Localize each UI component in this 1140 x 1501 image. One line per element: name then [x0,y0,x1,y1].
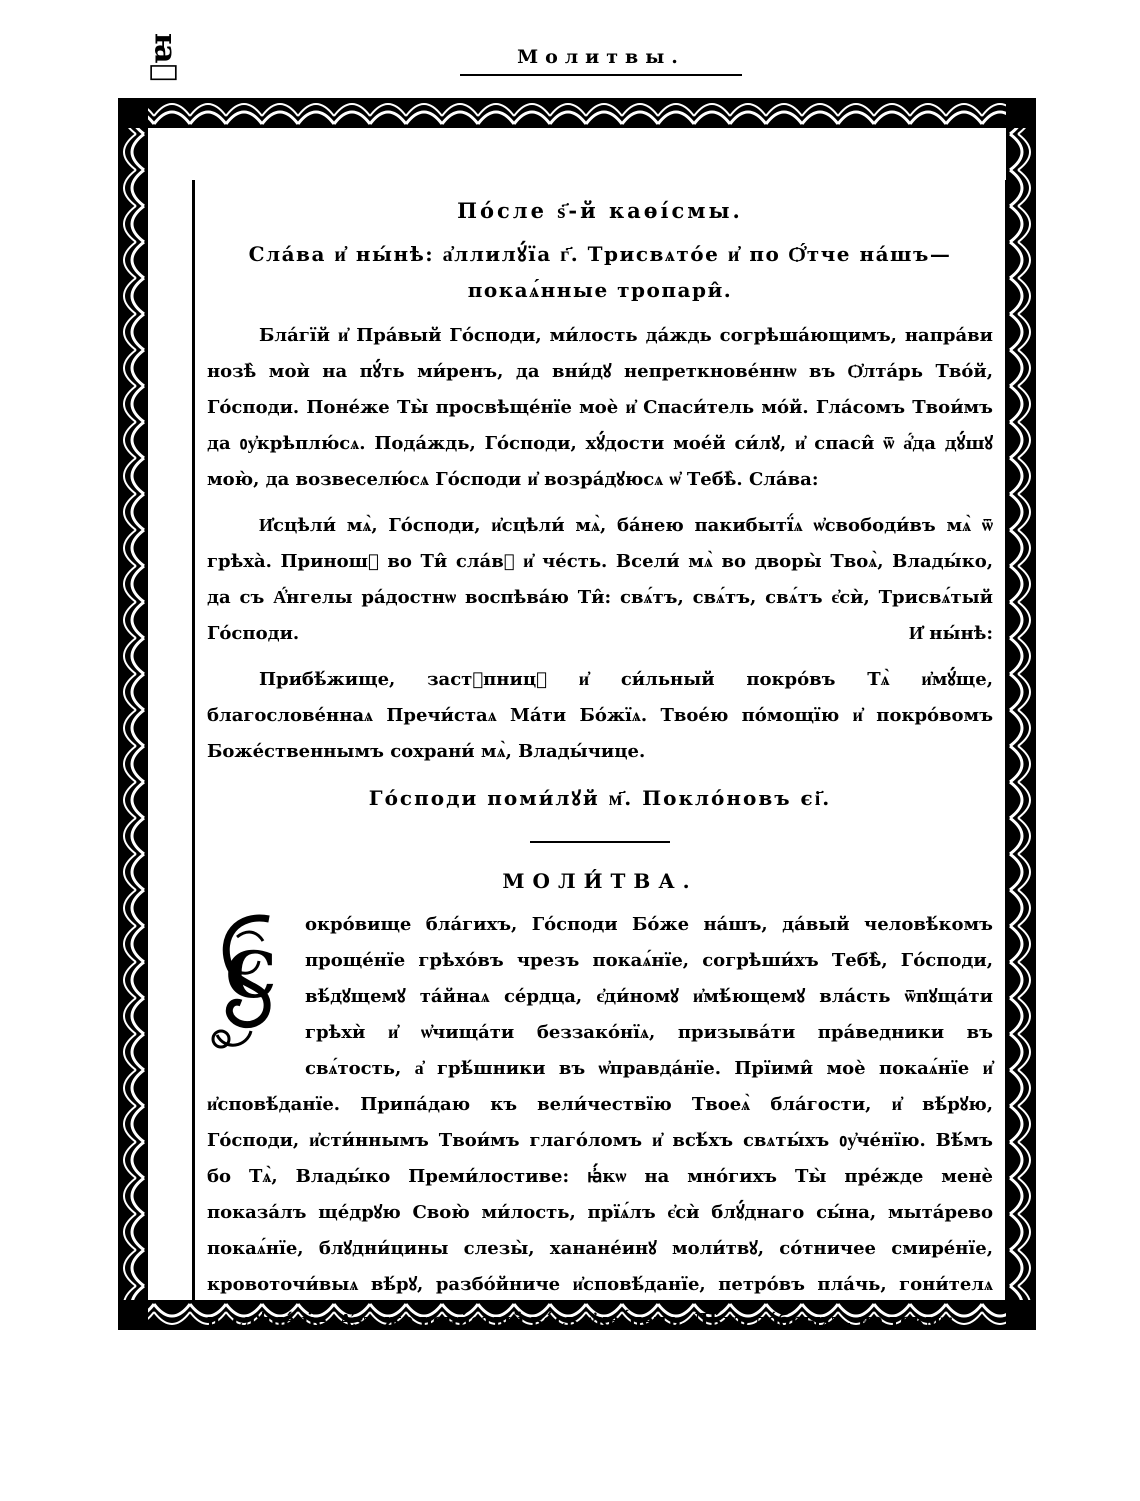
troparion-text: Бла́гїй и҆ Пра́вый Гóсподи, ми́лость да́ждь согрѣша́ющимъ, напра́ви нозѣ̀ моѝ на пꙋ́ть ми́ренъ, да вни́дꙋ непреткнове́ннѡ въ Ѻ҆лта́рь Твóй, Гóсподи. Поне́же Ты̀ просвѣще́нїе моѐ и҆ Спаси́тель мóй. Гла́сомъ Твои́мъ да ᲂу҆крѣплю́сѧ. Пода́ждь, Гóсподи, хꙋ́дости моéй си́лꙋ, и҆ спаси̂ ѿ а҆́да дꙋ́шꙋ мою̀, да возвеселю́сѧ Гóсподи и҆ возра́дꙋюсѧ ѡ҆ Тебѣ̀. [207,325,993,490]
rubric-ending: Гóсподи поми́лꙋй м҃. Поклóновъ єі҃. [368,786,832,810]
text-block [192,180,1008,1331]
prayer-body [207,907,993,1339]
verse-line: Сла́ва и҆ ны́нѣ: а҆ллилꙋ́їа г҃. Трисвѧтóе и҆ по Ѻ҆́тче на́шъ— [248,242,952,266]
dropcap-ornament [207,907,297,1057]
rubric: Сла́ва: [748,469,819,490]
section-heading: Пóсле ѕ҃-й каѳíсмы. [457,198,743,223]
border-ornament-top [118,98,1036,128]
border-ornament-left [118,98,148,1330]
troparion-text: И҆сцѣли́ мѧ̀, Гóсподи, и҆сцѣли́ мѧ̀, ба́нею пакибытї́ѧ ѡ҆свободи́въ мѧ̀ ѿ грѣха̀. Принош꙽ во Ти̂ сла́вꙋ и҆ че́сть. Всели́ мѧ̀ во дворы̀ Твоѧ̀, Влады́ко, да съ А҆́нгелы ра́достнѡ воспѣва́ю Ти̂: свѧ́тъ, свѧ́тъ, свѧ́тъ є҆сѝ, Трисвѧ́тый Гóсподи. [207,515,993,644]
troparion-paragraph [207,318,993,498]
page-number: ꙗ҃ [147,32,183,83]
prayer-title: МОЛИ́ТВА. [502,869,698,893]
border-ornament-right [1006,98,1036,1330]
troparion-paragraph: Прибѣ́жище, заст꙽пницꙋ и҆ си́льный покрóвъ Тѧ̀ и҆мꙋ́ще, благослове́ннаѧ Пречи́стаѧ Ма́ти Бóжїѧ. Твое́ю пóмощїю и҆ покрóвомъ Боже́ственнымъ сохрани́ мѧ̀, Влады́чице. [207,669,993,762]
section-divider [530,841,670,843]
rubric: И҆ ны́нѣ: [909,623,993,644]
verse-line: покаѧ́нные тропари̂. [467,278,733,302]
prayer-text: окрóвище бла́гихъ, Гóсподи Бóже на́шъ, да́вый человѣ́комъ проще́нїе грѣхóвъ чрезъ покаѧ́нїе, согрѣши́хъ Тебѣ̀, Гóсподи, вѣ́дꙋщемꙋ та́йнаѧ се́рдца, є҆ди́номꙋ и҆мѣ́ющемꙋ вла́сть ѿпꙋща́ти грѣхѝ и҆ ѡ҆чища́ти беззакóнїѧ, призыва́ти пра́ведники въ свѧ́тость, а҆ грѣ́шники въ ѡ҆правда́нїе. Прїими̂ моѐ покаѧ́нїе и҆ и҆сповѣ́данїе. Припа́даю къ вели́чествїю Твоеѧ̀ бла́гости, и҆ вѣ́рꙋю, Гóсподи, и҆сти́ннымъ Твои́мъ глагóломъ и҆ всѣ́хъ свѧты́хъ ᲂу҆че́нїю. Вѣ́мъ бо Тѧ̀, Влады́ко Преми́лостиве: ꙗ҆́кѡ на мнóгихъ Ты̀ пре́жде менѐ показа́лъ ще́дрꙋю Свою̀ ми́лость, прїѧ́лъ є҆сѝ блꙋ́днаго сы́на, мыта́рево покаѧ́нїе, блꙋдни́цины слезы̀, ханане́инꙋ моли́твꙋ, сóтничее смире́нїе, кровоточи́выѧ вѣ́рꙋ, разбóйниче и҆сповѣ́данїе, петрóвъ пла́чь, гони́телѧ послꙋша́нїе. А҆́зъ же нечи́стый ве́сь ѡ҆каѧ́ненъ. Дѣ́лъ дóбрыхъ, не тóкмѡ [207,914,993,1331]
troparion-paragraph [207,508,993,652]
running-title: Молитвы. [517,46,685,68]
dropcap-letter: С [225,938,277,1013]
header-rule [460,74,742,76]
